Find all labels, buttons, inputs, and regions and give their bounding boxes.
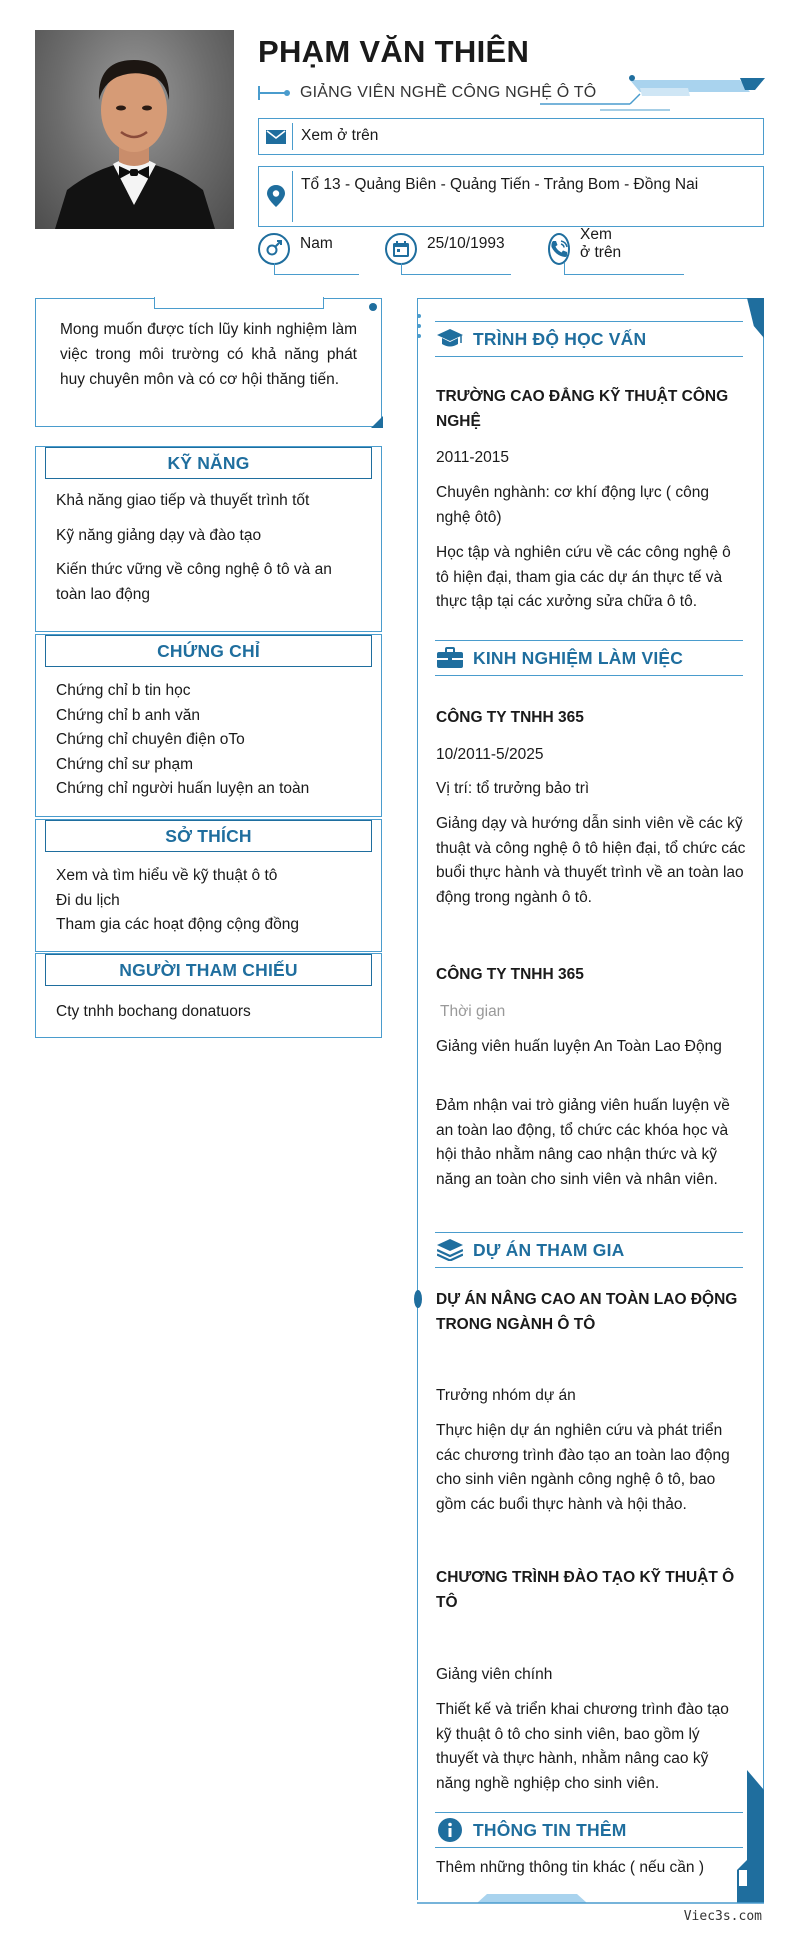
hobby-item: Tham gia các hoạt động cộng đồng [56,916,300,933]
references-title: NGƯỜI THAM CHIẾU [45,954,372,986]
certificates-title: CHỨNG CHỈ [45,635,372,667]
certificate-item: Chứng chỉ chuyên điện oTo [56,731,245,748]
phone-item [548,226,622,265]
certificate-item: Chứng chỉ người huấn luyện an toàn [56,780,310,797]
project-description: Thực hiện dự án nghiên cứu và phát triển các chương trình đào tạo an toàn lao động cho sinh viên ngành công nghệ ô tô, bao gồm các buổi thực hành và hội thảo. [436,1422,730,1513]
header-decoration [540,74,765,114]
skill-item: Khả năng giao tiếp và thuyết trình tốt [56,492,310,509]
hobbies-section [35,819,382,952]
hobby-item: Đi du lịch [56,891,120,909]
project-name: CHƯƠNG TRÌNH ĐÀO TẠO KỸ THUẬT Ô TÔ [436,1569,735,1611]
job-description: Đảm nhận vai trò giảng viên huấn luyện về an toàn lao động, tổ chức các khóa học và hội thảo nhằm nâng cao nhận thức và kỹ năng an toàn cho sinh viên và nhân viên. [436,1097,730,1188]
skills-section [35,446,382,632]
phone-value[interactable]: Xem ở trên [580,226,622,261]
education-major: Chuyên nghành: cơ khí động lực ( công nghệ ôtô) [436,484,710,526]
objective-corner-decoration [371,416,383,428]
objective-dot-decoration [369,303,377,311]
address-box [258,166,764,227]
hobbies-title: SỞ THÍCH [45,820,372,852]
reference-item: Cty tnhh bochang donatuors [56,1003,251,1020]
email-box [258,118,764,155]
birthday-item [385,233,505,265]
phone-icon [548,233,570,265]
right-panel-marker-decoration [412,1288,424,1310]
career-objective-box [35,298,382,427]
calendar-icon [385,233,417,265]
gender-item [258,233,333,265]
project-name: DỰ ÁN NÂNG CAO AN TOÀN LAO ĐỘNG TRONG NGÀNH Ô TÔ [436,1291,738,1333]
gender-underline [274,263,359,275]
right-panel-dots-decoration [412,310,426,350]
project-role: Trưởng nhóm dự án [436,1387,576,1404]
birthday-underline [401,263,511,275]
job-company: CÔNG TY TNHH 365 [436,709,584,726]
skill-item: Kỹ năng giảng dạy và đào tạo [56,526,262,544]
layers-icon [435,1237,465,1263]
job-company: CÔNG TY TNHH 365 [436,966,584,983]
education-header [435,321,743,357]
birthday-value: 25/10/1993 [427,235,505,252]
references-section [35,953,382,1038]
job-position: Giảng viên huấn luyện An Toàn Lao Động [436,1038,722,1055]
phone-underline [564,263,684,275]
hobby-item: Xem và tìm hiểu về kỹ thuật ô tô [56,867,278,884]
projects-header [435,1232,743,1268]
job-period: 10/2011-5/2025 [436,746,544,763]
candidate-name: PHẠM VĂN THIÊN [258,34,530,69]
briefcase-icon [435,645,465,671]
additional-info-title: THÔNG TIN THÊM [473,1819,627,1840]
additional-info-header [435,1812,743,1848]
gender-icon [258,233,290,265]
certificate-item: Chứng chỉ b tin học [56,682,191,699]
skills-title: KỸ NĂNG [45,447,372,479]
education-period: 2011-2015 [436,449,509,466]
info-icon [435,1817,465,1843]
certificate-item: Chứng chỉ b anh văn [56,706,200,724]
profile-photo [35,30,234,229]
project-description: Thiết kế và triển khai chương trình đào tạo kỹ thuật ô tô cho sinh viên, bao gồm lý thuyết và thực hành, nhằm nâng cao kỹ năng nghề nghiệp cho sinh viên. [436,1701,729,1792]
certificate-item: Chứng chỉ sư phạm [56,755,194,773]
envelope-icon [259,123,293,150]
education-description: Học tập và nghiên cứu về các công nghệ ô tô hiện đại, tham gia các dự án thực tế và thực tập tại các xưởng sửa chữa ô tô. [436,544,731,610]
footer-watermark: Viec3s.com [683,1909,762,1924]
project-role: Giảng viên chính [436,1666,553,1683]
gender-value: Nam [300,235,333,252]
objective-notch-decoration [154,297,324,309]
skill-item: Kiến thức vững về công nghệ ô tô và an toàn lao động [56,561,332,603]
experience-header [435,640,743,676]
experience-title: KINH NGHIỆM LÀM VIỆC [473,647,684,668]
objective-text: Mong muốn được tích lũy kinh nghiệm làm việc trong môi trường có khả năng phát huy chuyên môn và có cơ hội thăng tiến. [60,321,357,388]
address-value: Tổ 13 - Quảng Biên - Quảng Tiến - Trảng Bom - Đồng Nai [301,176,699,193]
certificates-section [35,634,382,817]
email-value[interactable]: Xem ở trên [301,127,379,144]
graduation-cap-icon [435,326,465,352]
additional-info-text: Thêm những thông tin khác ( nếu cần ) [436,1859,705,1876]
job-period: Thời gian [440,1003,506,1020]
education-title: TRÌNH ĐỘ HỌC VẤN [473,328,647,349]
job-description: Giảng dạy và hướng dẫn sinh viên về các kỹ thuật và công nghệ ô tô hiện đại, tổ chức các buổi thực hành và thuyết trình về an toàn lao động trong ngành ô tô. [436,815,746,906]
projects-title: DỰ ÁN THAM GIA [473,1239,625,1260]
job-position: Vị trí: tổ trưởng bảo trì [436,780,590,797]
title-accent-line [258,86,290,100]
location-pin-icon [259,171,293,222]
education-school: TRƯỜNG CAO ĐẲNG KỸ THUẬT CÔNG NGHỆ [436,388,729,430]
job-title: GIẢNG VIÊN NGHỀ CÔNG NGHỆ Ô TÔ [300,84,597,101]
